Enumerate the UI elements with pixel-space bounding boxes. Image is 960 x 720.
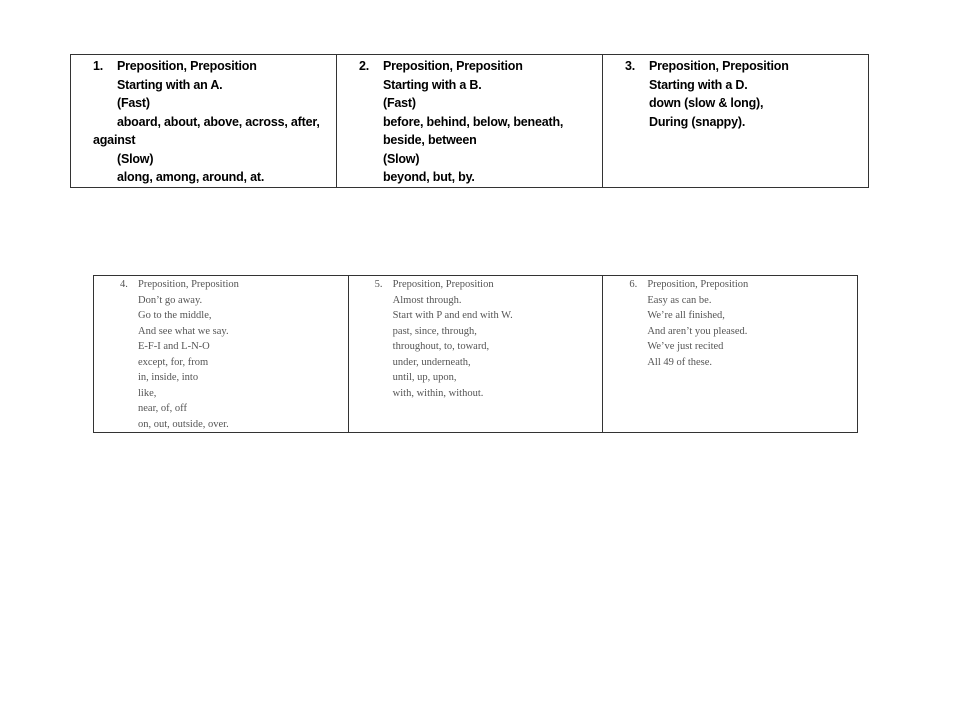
verse-line: Go to the middle, (138, 310, 212, 321)
verse-line: Almost through. (392, 294, 462, 306)
verse-line: E-F-I and L-N-O (138, 341, 210, 352)
item-number: 1. (93, 59, 104, 73)
list-item (349, 276, 603, 401)
verse-line: And aren’t you pleased. (647, 325, 748, 337)
verse-line: on, out, outside, over. (138, 418, 229, 430)
list-item (71, 55, 336, 187)
verse-line: aboard, about, above, across, after, (117, 114, 320, 129)
verse-line: Don’t go away. (138, 294, 203, 306)
verse-line: All 49 of these. (647, 356, 713, 368)
list-item (94, 276, 348, 432)
verse-line: past, since, through, (392, 325, 477, 337)
verse-line: Starting with a D. (649, 77, 748, 92)
table-cell (337, 55, 603, 188)
verse-line: except, for, from (138, 356, 209, 368)
verse-line: Start with P and end with W. (392, 310, 513, 321)
item-number: 4. (120, 279, 128, 290)
list-item (603, 276, 857, 370)
verse-line: We’ve just recited (647, 341, 724, 352)
verse-line: (Slow) (117, 151, 154, 166)
verse-line: under, underneath, (392, 356, 471, 368)
table-row (94, 276, 858, 433)
item-number: 6. (629, 279, 638, 290)
verse-line: (Fast) (117, 96, 150, 110)
verse-line: Preposition, Preposition (392, 279, 494, 290)
verse-line: beside, between (383, 133, 477, 147)
verse-line: until, up, upon, (392, 372, 457, 383)
verse-line: Preposition, Preposition (117, 59, 257, 73)
verse-line: Preposition, Preposition (138, 279, 239, 290)
table-cell (603, 55, 869, 188)
verse-line: And see what we say. (138, 325, 229, 337)
verse-line: near, of, off (138, 403, 187, 414)
verse-line: before, behind, below, beneath, (383, 114, 564, 129)
table-row (71, 55, 869, 188)
verse-line: Starting with an A. (117, 77, 223, 92)
verse-line: along, among, around, at. (117, 170, 265, 184)
verse-line: Starting with a B. (383, 77, 482, 92)
item-number: 3. (625, 59, 636, 73)
verse-line: Easy as can be. (647, 294, 712, 306)
prepositions-table-bold (70, 54, 869, 188)
table-cell (603, 276, 858, 433)
table-cell (71, 55, 337, 188)
verse-line: Preposition, Preposition (383, 59, 523, 73)
table-cell (94, 276, 349, 433)
verse-line: like, (138, 387, 157, 399)
verse-line: throughout, to, toward, (392, 341, 490, 352)
verse-line: Preposition, Preposition (647, 279, 749, 290)
item-number: 5. (374, 279, 383, 290)
verse-line: Preposition, Preposition (649, 59, 789, 73)
verse-line: down (slow & long), (649, 96, 764, 110)
verse-line: in, inside, into (138, 372, 199, 383)
verse-line: against (93, 133, 136, 147)
verse-line: with, within, without. (392, 387, 484, 399)
verse-line: (Slow) (383, 151, 420, 166)
verse-line: beyond, but, by. (383, 170, 475, 184)
prepositions-table-light (93, 275, 858, 433)
verse-line: (Fast) (383, 96, 416, 110)
list-item (603, 55, 868, 131)
list-item (337, 55, 602, 187)
verse-line: During (snappy). (649, 114, 746, 129)
table-cell (348, 276, 603, 433)
verse-line: We’re all finished, (647, 310, 725, 321)
item-number: 2. (359, 59, 370, 73)
